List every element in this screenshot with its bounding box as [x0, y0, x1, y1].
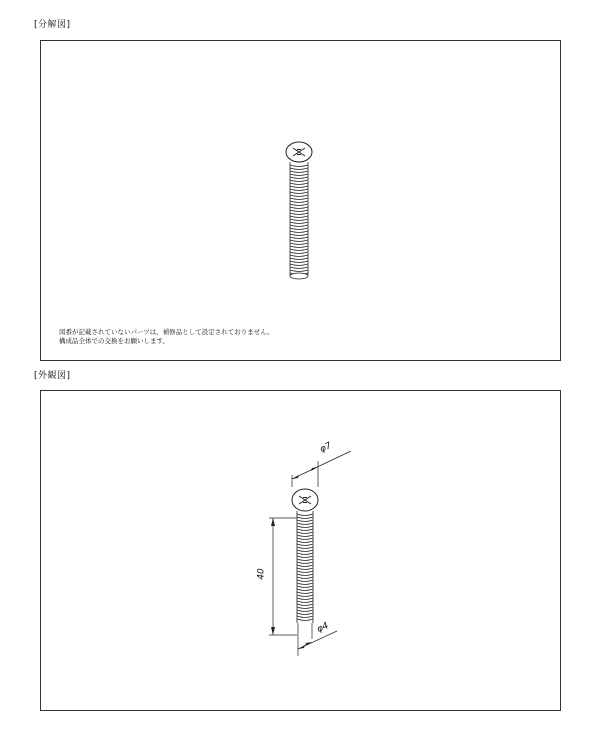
thread-ridge [297, 559, 313, 561]
thread-ridge [297, 568, 313, 570]
thread-ridge [290, 270, 308, 272]
exterior-screw-drawing [41, 391, 562, 712]
thread-ridge [290, 249, 308, 251]
exploded-view-panel [40, 40, 561, 361]
thread-ridge [290, 165, 308, 167]
exploded-screw-drawing [41, 41, 562, 362]
dim-length: 40 [256, 568, 267, 580]
thread-ridge [297, 541, 313, 543]
thread-ridge [290, 222, 308, 224]
thread-ridge [297, 619, 313, 621]
thread-ridge [290, 237, 308, 239]
thread-ridge [290, 180, 308, 182]
dim-head-diameter: φ7 [318, 441, 334, 455]
thread-ridge [297, 586, 313, 588]
thread-ridge [290, 213, 308, 215]
thread-ridge [290, 234, 308, 236]
thread-ridge [290, 228, 308, 230]
thread-ridge [297, 550, 313, 552]
thread-ridge [297, 574, 313, 576]
thread-ridge [290, 183, 308, 185]
dim-shank-diameter: φ4 [315, 621, 331, 635]
thread-ridge [290, 255, 308, 257]
thread-ridge [290, 198, 308, 200]
thread-ridge [290, 246, 308, 248]
thread-ridge [290, 267, 308, 269]
thread-ridge [290, 243, 308, 245]
thread-ridge [297, 535, 313, 537]
thread-ridge [290, 231, 308, 233]
thread-ridge [290, 195, 308, 197]
thread-ridge [297, 562, 313, 564]
note-line-1: 図番が記載されていないパーツは、補修品として設定されておりません。 [59, 328, 274, 336]
thread-ridge [290, 201, 308, 203]
thread-ridge [297, 580, 313, 582]
thread-ridge [290, 192, 308, 194]
thread-ridge [290, 189, 308, 191]
thread-ridge [297, 553, 313, 555]
thread-ridge [297, 616, 313, 618]
thread-ridge [297, 607, 313, 609]
thread-ridge [297, 604, 313, 606]
thread-ridge [297, 583, 313, 585]
thread-ridge [297, 514, 313, 516]
thread-ridge [297, 556, 313, 558]
thread-ridge [290, 210, 308, 212]
thread-ridge [290, 174, 308, 176]
thread-ridge [297, 613, 313, 615]
thread-ridge [290, 264, 308, 266]
thread-ridge [297, 517, 313, 519]
thread-ridge [297, 595, 313, 597]
thread-ridge [290, 261, 308, 263]
screw-threads [297, 514, 313, 621]
thread-ridge [297, 532, 313, 534]
thread-ridge [290, 204, 308, 206]
thread-ridge [297, 592, 313, 594]
thread-ridge [297, 526, 313, 528]
thread-ridge [297, 544, 313, 546]
exploded-view-label: [分解図] [34, 20, 71, 30]
exterior-view-panel [40, 390, 561, 711]
thread-ridge [290, 216, 308, 218]
thread-ridge [297, 589, 313, 591]
thread-ridge [297, 565, 313, 567]
thread-ridge [290, 219, 308, 221]
thread-ridge [297, 577, 313, 579]
exploded-note [59, 328, 274, 346]
thread-ridge [290, 177, 308, 179]
thread-ridge [297, 547, 313, 549]
thread-ridge [297, 538, 313, 540]
note-line-2: 構成品全体での交換をお願いします。 [59, 337, 169, 345]
thread-ridge [290, 207, 308, 209]
thread-ridge [297, 571, 313, 573]
thread-ridge [290, 252, 308, 254]
thread-ridge [297, 529, 313, 531]
thread-ridge [297, 523, 313, 525]
exterior-view-label: [外観図] [34, 371, 71, 381]
thread-ridge [290, 171, 308, 173]
thread-ridge [290, 258, 308, 260]
thread-ridge [297, 520, 313, 522]
thread-ridge [297, 601, 313, 603]
thread-ridge [290, 186, 308, 188]
screw-threads [290, 165, 308, 275]
thread-ridge [297, 598, 313, 600]
thread-ridge [290, 168, 308, 170]
thread-ridge [297, 610, 313, 612]
thread-ridge [290, 240, 308, 242]
thread-ridge [290, 225, 308, 227]
